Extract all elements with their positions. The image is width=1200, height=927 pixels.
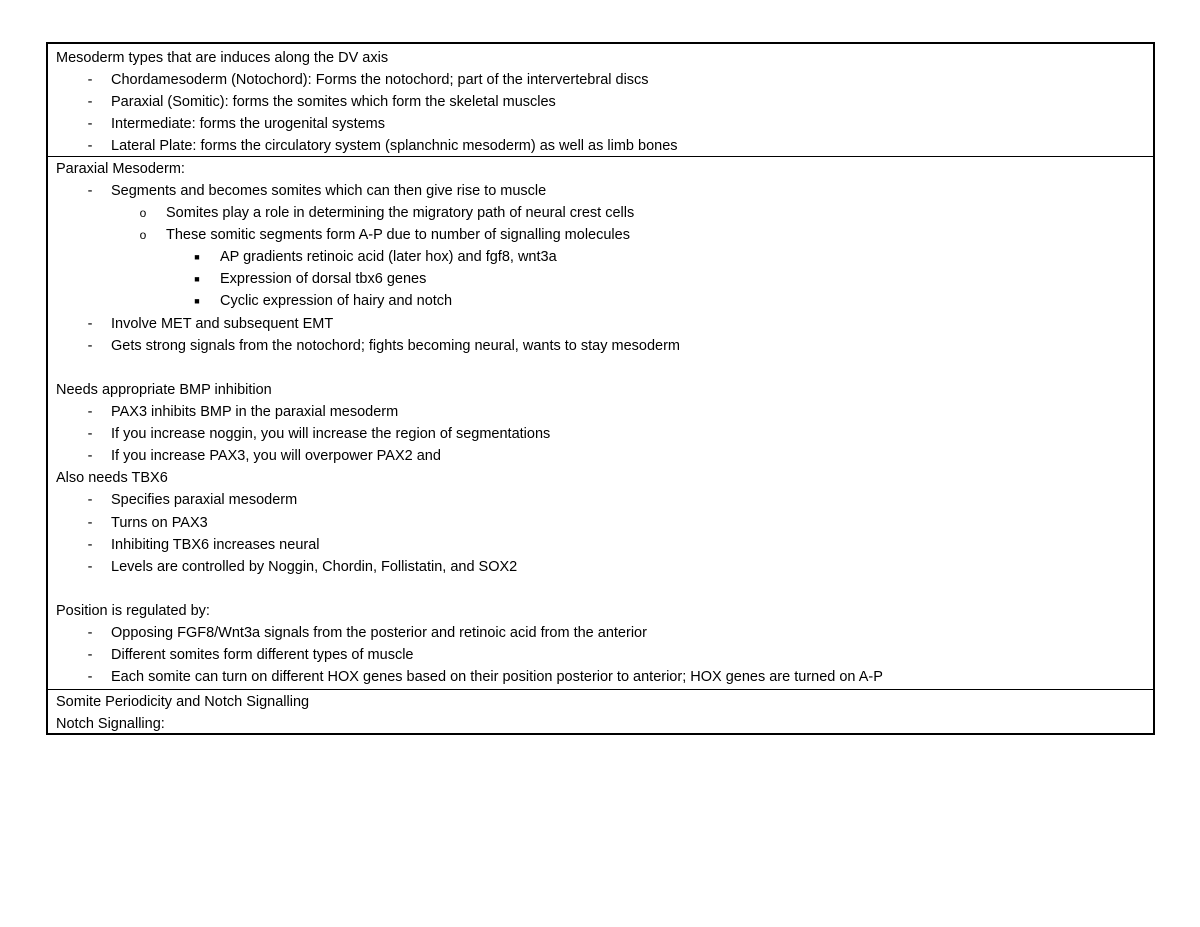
- list-item: Intermediate: forms the urogenital systems: [111, 116, 386, 132]
- dash-bullet: -: [87, 625, 93, 641]
- dash-bullet: -: [87, 94, 93, 110]
- dash-bullet: -: [87, 559, 93, 575]
- dash-bullet: -: [87, 116, 93, 132]
- dash-bullet: -: [87, 515, 93, 531]
- square-bullet: ■: [194, 252, 200, 262]
- somite-periodicity-heading: Somite Periodicity and Notch Signalling: [56, 694, 310, 710]
- circle-bullet: o: [139, 228, 147, 242]
- circle-bullet: o: [139, 206, 147, 220]
- list-item: Opposing FGF8/Wnt3a signals from the posterior and retinoic acid from the anterior: [111, 625, 647, 641]
- sub-list-item: These somitic segments form A-P due to number of signalling molecules: [166, 227, 630, 243]
- list-item: Different somites form different types of muscle: [111, 647, 414, 663]
- dash-bullet: -: [87, 492, 93, 508]
- list-item: Inhibiting TBX6 increases neural: [111, 537, 320, 553]
- list-item: Chordamesoderm (Notochord): Forms the notochord; part of the intervertebral discs: [111, 72, 649, 88]
- position-heading: Position is regulated by:: [56, 603, 210, 619]
- dash-bullet: -: [87, 316, 93, 332]
- dash-bullet: -: [87, 647, 93, 663]
- list-item: Gets strong signals from the notochord; fights becoming neural, wants to stay mesoderm: [111, 338, 680, 354]
- square-bullet: ■: [194, 274, 200, 284]
- dash-bullet: -: [87, 669, 93, 685]
- tbx6-heading: Also needs TBX6: [56, 470, 168, 486]
- square-bullet: ■: [194, 296, 200, 306]
- dash-bullet: -: [87, 448, 93, 464]
- somite-periodicity-cell: [48, 690, 1153, 735]
- sub-sub-list-item: Cyclic expression of hairy and notch: [220, 293, 453, 309]
- dash-bullet: -: [87, 72, 93, 88]
- sub-sub-list-item: Expression of dorsal tbx6 genes: [220, 271, 427, 287]
- sub-list-item: Somites play a role in determining the migratory path of neural crest cells: [166, 205, 635, 221]
- dash-bullet: -: [87, 183, 93, 199]
- dash-bullet: -: [87, 338, 93, 354]
- dash-bullet: -: [87, 426, 93, 442]
- notch-signalling-heading: Notch Signalling:: [56, 716, 165, 732]
- list-item: Turns on PAX3: [111, 515, 208, 531]
- list-item: If you increase noggin, you will increase the region of segmentations: [111, 426, 551, 442]
- mesoderm-types-heading: Mesoderm types that are induces along the DV axis: [56, 50, 389, 66]
- list-item: Lateral Plate: forms the circulatory system (splanchnic mesoderm) as well as limb bones: [111, 138, 678, 154]
- list-item: Segments and becomes somites which can then give rise to muscle: [111, 183, 547, 199]
- sub-sub-list-item: AP gradients retinoic acid (later hox) and fgf8, wnt3a: [220, 249, 557, 265]
- list-item: Levels are controlled by Noggin, Chordin, Follistatin, and SOX2: [111, 559, 518, 575]
- dash-bullet: -: [87, 138, 93, 154]
- list-item: Specifies paraxial mesoderm: [111, 492, 298, 508]
- dash-bullet: -: [87, 537, 93, 553]
- list-item: PAX3 inhibits BMP in the paraxial mesoderm: [111, 404, 399, 420]
- paraxial-mesoderm-heading: Paraxial Mesoderm:: [56, 161, 185, 177]
- list-item: If you increase PAX3, you will overpower PAX2 and: [111, 448, 441, 464]
- paraxial-mesoderm-cell: [48, 157, 1153, 690]
- list-item: Involve MET and subsequent EMT: [111, 316, 334, 332]
- mesoderm-types-cell: [48, 44, 1153, 157]
- notes-table: [46, 42, 1155, 735]
- bmp-inhibition-heading: Needs appropriate BMP inhibition: [56, 382, 272, 398]
- dash-bullet: -: [87, 404, 93, 420]
- list-item: Paraxial (Somitic): forms the somites which form the skeletal muscles: [111, 94, 556, 110]
- list-item: Each somite can turn on different HOX genes based on their position posterior to anterior; HOX genes are turned on A-P: [111, 669, 883, 685]
